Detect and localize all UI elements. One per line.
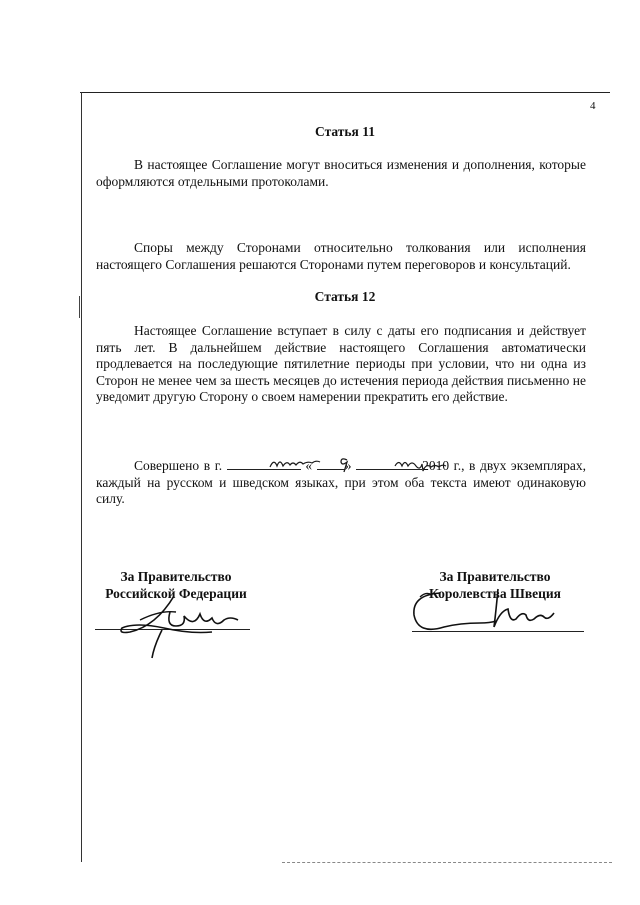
left-signature-line-2: Российской Федерации: [105, 586, 247, 601]
article-11-paragraph-1-text: В настоящее Соглашение могут вноситься изменения и дополнения, которые оформляются отдельными протоколами.: [96, 157, 586, 189]
bottom-border-line: [282, 862, 612, 863]
article-12-paragraph-1: [96, 323, 586, 406]
right-signature-line-1: За Правительство: [439, 569, 551, 584]
closing-rest: 2010 г., в двух экземплярах, каждый на русском и шведском языках, при этом оба текста имеют одинаковую силу.: [96, 458, 587, 506]
article-11-paragraph-2-text: Споры между Сторонами относительно толкования или исполнения настоящего Соглашения решаются Сторонами путем переговоров и консультаций.: [96, 240, 586, 272]
closing-paragraph: [96, 455, 586, 508]
page-number: 4: [590, 100, 596, 112]
city-handwriting: [264, 455, 338, 471]
article-12-paragraph-1-text: Настоящее Соглашение вступает в силу с даты его подписания и действует пять лет. В дальнейшем действие настоящего Соглашения автоматически продлевается на последующие пятилетние периоды при условии, что ни одна из Сторон не менее чем за шесть месяцев до истечения периода действия письменно не уведомит другую Сторону о своем намерении прекратить его действие.: [96, 323, 586, 404]
month-field: [356, 455, 422, 470]
left-border-line: [81, 92, 82, 862]
right-signature-line-2: Королевства Швеция: [429, 586, 561, 601]
month-handwriting: [389, 455, 455, 471]
quote-open: «: [305, 458, 313, 473]
top-border-line: [80, 92, 610, 93]
day-handwriting: [331, 455, 359, 471]
left-handwritten-signature: [100, 590, 260, 670]
article-11-paragraph-2: [96, 240, 586, 273]
left-signature-line-1: За Правительство: [120, 569, 232, 584]
closing-prefix: Совершено в г.: [134, 458, 223, 473]
article-12-heading: Статья 12: [314, 289, 376, 304]
quote-close: »: [344, 458, 352, 473]
city-field: [227, 455, 301, 470]
margin-mark: [79, 296, 84, 318]
article-11-heading: Статья 11: [315, 124, 375, 139]
right-handwritten-signature: [400, 585, 590, 645]
article-11-paragraph-1: [96, 157, 586, 190]
